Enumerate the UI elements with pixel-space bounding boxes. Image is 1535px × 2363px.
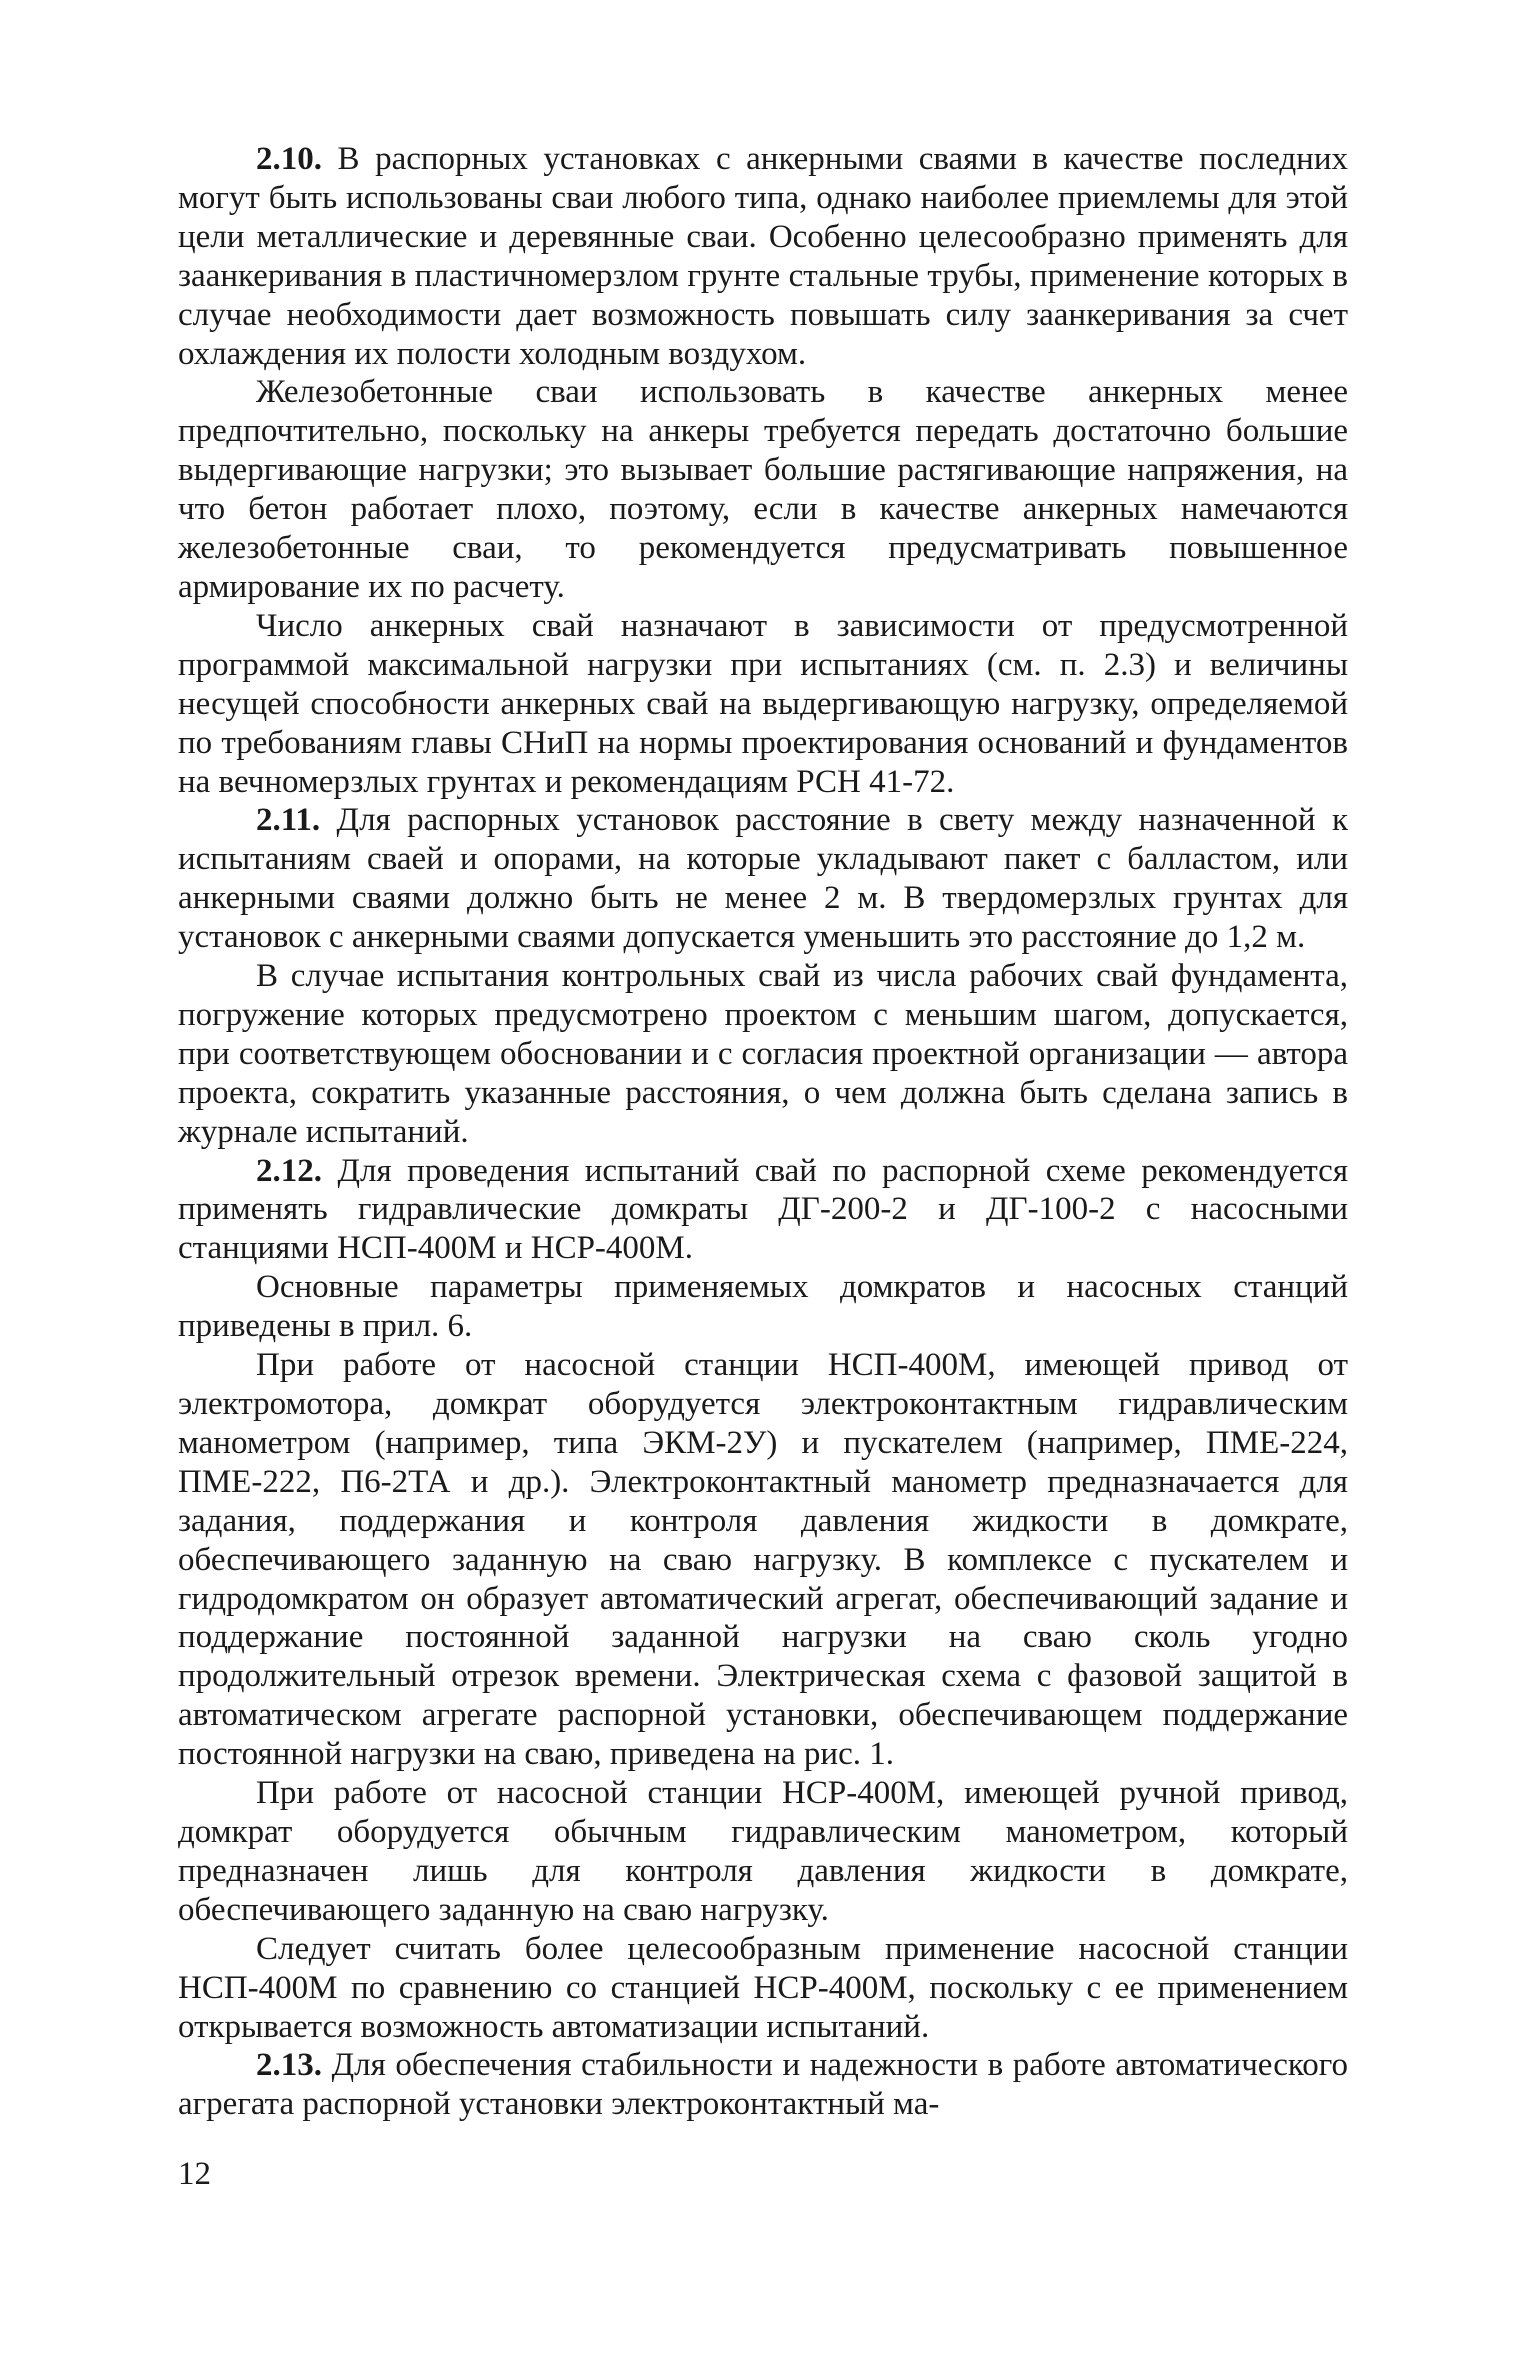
paragraph-2-13	[178, 2046, 1348, 2124]
paragraph-text: При работе от насосной станции НСП-400М, имеющей привод от электромотора, домкрат оборудуется электроконтактным гидравлическим манометром (например, типа ЭКМ-2У) и пускателем (например, ПМЕ-224, ПМЕ-222, П6-2ТА и др.). Электроконтактный манометр предназначается для задания, поддержания и контроля давления жидкости в домкрате, обеспечивающего заданную на сваю нагрузку. В комплексе с пускателем и гидродомкратом он образует автоматический агрегат, обеспечивающий задание и поддержание постоянной заданной нагрузки на сваю сколь угодно продолжительный отрезок времени. Электрическая схема с фазовой защитой в автоматическом агрегате распорной установки, обеспечивающем поддержание постоянной нагрузки на сваю, приведена на рис. 1.	[178, 1347, 1348, 1773]
paragraph-anchor-pile-count	[178, 607, 1348, 802]
paragraph-2-12	[178, 1152, 1348, 1269]
paragraph-text: Для распорных установок расстояние в свету между назначенной к испытаниям сваей и опорами, на которые укладывают пакет с балластом, или анкерными сваями должно быть не менее 2 м. В твердомерзлых грунтах для установок с анкерными сваями допускается уменьшить это расстояние до 1,2 м.	[178, 802, 1348, 956]
section-number: 2.10.	[256, 141, 322, 177]
paragraph-text: Железобетонные сваи использовать в качестве анкерных менее предпочтительно, поскольку на анкеры требуется передать достаточно большие выдергивающие нагрузки; это вызывает большие растягивающие напряжения, на что бетон работает плохо, поэтому, если в качестве анкерных намечаются железобетонные сваи, то рекомендуется предусматривать повышенное армирование их по расчету.	[178, 374, 1348, 605]
paragraph-text: Для проведения испытаний свай по распорной схеме рекомендуется применять гидравлические домкраты ДГ-200-2 и ДГ-100-2 с насосными станциями НСП-400М и НСР-400М.	[178, 1152, 1348, 1267]
section-number: 2.11.	[256, 802, 321, 839]
page-number: 12	[178, 2156, 211, 2192]
paragraph-nsr-400m	[178, 1774, 1348, 1930]
section-number: 2.13.	[256, 2047, 322, 2084]
paragraph-main-parameters	[178, 1268, 1348, 1346]
paragraph-control-piles	[178, 957, 1348, 1152]
paragraph-text: При работе от насосной станции НСР-400М, имеющей ручной привод, домкрат оборудуется обычным гидравлическим манометром, который предназначен лишь для контроля давления жидкости в домкрате, обеспечивающего заданную на сваю нагрузку.	[178, 1775, 1348, 1928]
paragraph-text: Основные параметры применяемых домкратов и насосных станций приведены в прил. 6.	[178, 1269, 1348, 1345]
paragraph-reinforced-concrete-piles	[178, 373, 1348, 606]
document-page	[178, 140, 1348, 2280]
section-number: 2.12.	[256, 1152, 322, 1189]
paragraph-text: В случае испытания контрольных свай из числа рабочих свай фундамента, погружение которых предусмотрено проектом с меньшим шагом, допускается, при соответствующем обосновании и с согласия проектной организации — автора проекта, сократить указанные расстояния, о чем должна быть сделана запись в журнале испытаний.	[178, 958, 1348, 1150]
paragraph-text: Для обеспечения стабильности и надежности в работе автоматического агрегата распорной установки электроконтактный ма-	[178, 2047, 1348, 2123]
paragraph-2-11	[178, 801, 1348, 957]
paragraph-2-10	[178, 140, 1348, 373]
paragraph-text: В распорных установках с анкерными сваями в качестве последних могут быть использованы сваи любого типа, однако наиболее приемлемы для этой цели металлические и деревянные сваи. Особенно целесообразно применять для заанкеривания в пластичномерзлом грунте стальные трубы, применение которых в случае необходимости дает возможность повышать силу заанкеривания за счет охлаждения их полости холодным воздухом.	[178, 141, 1348, 372]
paragraph-nsp-400m	[178, 1346, 1348, 1774]
paragraph-text: Число анкерных свай назначают в зависимости от предусмотренной программой максимальной нагрузки при испытаниях (см. п. 2.3) и величины несущей способности анкерных свай на выдергивающую нагрузку, определяемой по требованиям главы СНиП на нормы проектирования оснований и фундаментов на вечномерзлых грунтах и рекомендациям РСН 41-72.	[178, 607, 1348, 800]
paragraph-text: Следует считать более целесообразным применение насосной станции НСП-400М по сравнению со станцией НСР-400М, поскольку с ее применением открывается возможность автоматизации испытаний.	[178, 1930, 1348, 2045]
paragraph-comparison	[178, 1930, 1348, 2047]
